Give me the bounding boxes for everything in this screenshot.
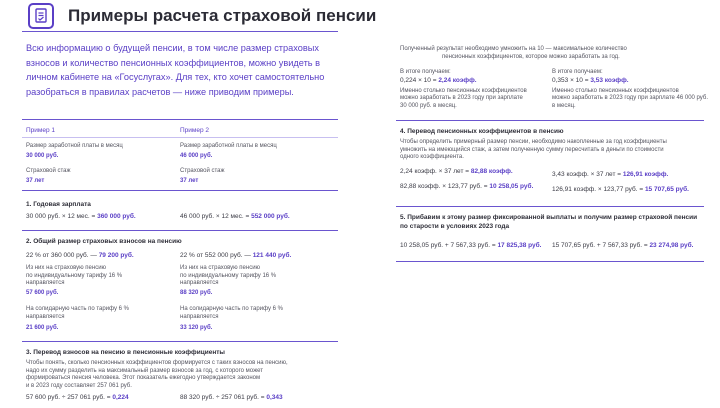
divider <box>396 206 704 207</box>
ex2-total-label: В итоге получаем: <box>552 69 603 75</box>
ex1-total-note: Именно столько пенсионных коэффициентов можно заработать в 2023 году при зарплате 30 000 руб. в месяц. <box>400 88 527 109</box>
header-divider <box>22 31 338 32</box>
section-1-title: 1. Годовая зарплата <box>26 201 91 208</box>
section-5-title: 5. Прибавим к этому размер фиксированной выплаты и получим размер страховой пенсии по старости в условиях 2023 года <box>400 214 698 230</box>
ex2-salary-label: Размер заработной платы в месяц <box>180 143 277 149</box>
s1-ex1: 30 000 руб. × 12 мес. = 360 000 руб. <box>26 213 136 220</box>
s2-ex1: 22 % от 360 000 руб. — 79 200 руб. <box>26 252 134 259</box>
divider <box>22 190 338 191</box>
ex1-total: 0,224 × 10 = 2,24 коэфф. <box>400 77 477 84</box>
s4-ex2-b: 126,91 коэфф. × 123,77 руб. = 15 707,65 руб. <box>552 186 689 193</box>
section-4-title: 4. Перевод пенсионных коэффициентов в пенсию <box>400 128 564 135</box>
header-icon-box <box>28 3 54 29</box>
s2-ex2-sol: 33 120 руб. <box>180 325 213 331</box>
divider <box>396 261 704 262</box>
s4-ex1-a: 2,24 коэфф. × 37 лет = 82,88 коэфф. <box>400 168 513 175</box>
s5-ex2: 15 707,65 руб. + 7 567,33 руб. = 23 274,98 руб. <box>552 242 694 249</box>
right-intro: Полученный результат необходимо умножить на 10 — максимальное количество пенсионных коэффициентов, которое можно заработать за год. <box>400 46 627 60</box>
ex1-exp-label: Страховой стаж <box>26 168 71 174</box>
s2-ex1-ind: 57 600 руб. <box>26 290 59 296</box>
s1-ex2: 46 000 руб. × 12 мес. = 552 000 руб. <box>180 213 290 220</box>
divider <box>22 230 338 231</box>
s2-ex1-sol: 21 600 руб. <box>26 325 59 331</box>
ex1-salary: 30 000 руб. <box>26 153 59 159</box>
section-2-title: 2. Общий размер страховых взносов на пенсию <box>26 238 182 245</box>
divider <box>396 120 704 121</box>
s4-ex2-a: 3,43 коэфф. × 37 лет = 126,91 коэфф. <box>552 171 669 178</box>
example-1-title: Пример 1 <box>26 127 56 134</box>
s2-ex1-ind-label: Из них на страховую пенсию по индивидуальному тарифу 16 % направляется <box>26 265 123 286</box>
s2-ex2-sol-label: На солидарную часть по тарифу 6 % направляется <box>180 306 283 320</box>
s2-ex1-sol-label: На солидарную часть по тарифу 6 % направляется <box>26 306 129 320</box>
example-2-title: Пример 2 <box>180 127 210 134</box>
intro-text: Всю информацию о будущей пенсии, в том числе размер страховых взносов и количество пенсионных коэффициентов, можно увидеть в личном кабинете на «Госуслугах». Для тех, кто хочет самостоятельно разобраться в правилах расчетов — ниже приводим примеры. <box>26 43 325 97</box>
ex2-exp: 37 лет <box>180 178 199 184</box>
page-title: Примеры расчета страховой пенсии <box>68 6 377 25</box>
divider <box>22 119 338 120</box>
document-check-icon <box>30 5 52 27</box>
ex2-total-note: Именно столько пенсионных коэффициентов можно заработать в 2023 году при зарплате 46 000 руб. в месяц. <box>552 88 708 109</box>
divider <box>22 341 338 342</box>
s2-ex2: 22 % от 552 000 руб. — 121 440 руб. <box>180 252 292 259</box>
s2-ex2-ind: 88 320 руб. <box>180 290 213 296</box>
s5-ex1: 10 258,05 руб. + 7 567,33 руб. = 17 825,38 руб. <box>400 242 542 249</box>
ex1-total-label: В итоге получаем: <box>400 69 451 75</box>
s4-ex1-b: 82,88 коэфф. × 123,77 руб. = 10 258,05 руб. <box>400 183 534 190</box>
ex2-exp-label: Страховой стаж <box>180 168 225 174</box>
section-4-text: Чтобы определить примерный размер пенсии, необходимо накопленные за год коэффициенты умножить на имеющийся стаж, а затем полученную сумму пересчитать в деньги по стоимости одного коэффициента. <box>400 139 667 161</box>
section-3-title: 3. Перевод взносов на пенсию в пенсионные коэффициенты <box>26 349 225 356</box>
ex1-salary-label: Размер заработной платы в месяц <box>26 143 123 149</box>
section-3-text: Чтобы понять, сколько пенсионных коэффициентов формируется с таких взносов на пенсию, надо их сумму разделить на максимальный размер взносов за год, с которого может формироваться пенсия человека. Этот показатель ежегодно утверждается законом и в 2023 году составляет 257 061 руб. <box>26 360 288 389</box>
s3-ex2: 88 320 руб. ÷ 257 061 руб. = 0,343 <box>180 394 283 401</box>
divider <box>22 137 338 138</box>
ex1-exp: 37 лет <box>26 178 45 184</box>
s3-ex1: 57 600 руб. ÷ 257 061 руб. = 0,224 <box>26 394 129 401</box>
s2-ex2-ind-label: Из них на страховую пенсию по индивидуальному тарифу 16 % направляется <box>180 265 277 286</box>
ex2-total: 0,353 × 10 = 3,53 коэфф. <box>552 77 629 84</box>
ex2-salary: 46 000 руб. <box>180 153 213 159</box>
